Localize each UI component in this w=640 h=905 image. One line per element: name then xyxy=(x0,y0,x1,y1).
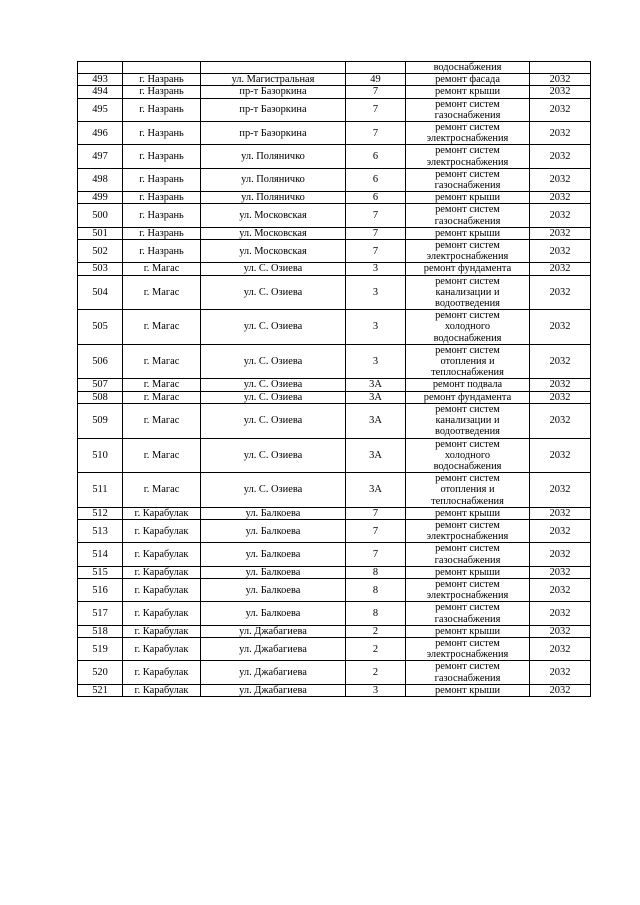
city-cell: г. Назрань xyxy=(123,192,201,204)
city-cell: г. Магас xyxy=(123,391,201,403)
table-row xyxy=(78,240,591,263)
city-cell: г. Карабулак xyxy=(123,578,201,601)
table-row xyxy=(78,86,591,98)
city-cell: г. Назрань xyxy=(123,145,201,168)
year-cell: 2032 xyxy=(530,145,591,168)
street-cell: ул. С. Озиева xyxy=(201,310,346,345)
table-body xyxy=(78,62,591,697)
row-number-cell: 517 xyxy=(78,602,123,625)
table-row xyxy=(78,519,591,542)
house-number-cell: 6 xyxy=(346,192,406,204)
city-cell: г. Назрань xyxy=(123,168,201,191)
table-row xyxy=(78,637,591,660)
city-cell: г. Магас xyxy=(123,310,201,345)
work-type-cell: ремонт систем электроснабжения xyxy=(406,519,530,542)
table-row xyxy=(78,310,591,345)
house-number-cell: 3А xyxy=(346,473,406,508)
street-cell: пр-т Базоркина xyxy=(201,86,346,98)
house-number-cell: 3 xyxy=(346,310,406,345)
repair-schedule-table xyxy=(77,61,591,697)
year-cell: 2032 xyxy=(530,543,591,566)
year-cell: 2032 xyxy=(530,379,591,391)
year-cell: 2032 xyxy=(530,98,591,121)
street-cell: ул. Балкоева xyxy=(201,578,346,601)
city-cell: г. Карабулак xyxy=(123,566,201,578)
work-type-cell: ремонт систем газоснабжения xyxy=(406,98,530,121)
city-cell: г. Карабулак xyxy=(123,602,201,625)
street-cell: ул. Поляничко xyxy=(201,168,346,191)
work-type-cell: ремонт крыши xyxy=(406,625,530,637)
year-cell: 2032 xyxy=(530,122,591,145)
city-cell: г. Карабулак xyxy=(123,519,201,542)
city-cell: г. Назрань xyxy=(123,74,201,86)
year-cell: 2032 xyxy=(530,391,591,403)
table-row xyxy=(78,275,591,310)
street-cell: ул. Московская xyxy=(201,240,346,263)
house-number-cell: 7 xyxy=(346,98,406,121)
street-cell: ул. Магистральная xyxy=(201,74,346,86)
house-number-cell: 3 xyxy=(346,344,406,379)
street-cell: ул. Поляничко xyxy=(201,145,346,168)
city-cell: г. Карабулак xyxy=(123,543,201,566)
city-cell: г. Магас xyxy=(123,473,201,508)
house-number-cell: 3А xyxy=(346,403,406,438)
year-cell: 2032 xyxy=(530,263,591,275)
city-cell xyxy=(123,62,201,74)
work-type-cell: ремонт крыши xyxy=(406,227,530,239)
house-number-cell: 7 xyxy=(346,519,406,542)
work-type-cell: ремонт фасада xyxy=(406,74,530,86)
row-number-cell xyxy=(78,62,123,74)
table-row xyxy=(78,344,591,379)
street-cell: ул. С. Озиева xyxy=(201,275,346,310)
work-type-cell: ремонт систем отопления и теплоснабжения xyxy=(406,344,530,379)
table-row xyxy=(78,391,591,403)
table-row xyxy=(78,74,591,86)
house-number-cell: 6 xyxy=(346,168,406,191)
city-cell: г. Назрань xyxy=(123,204,201,227)
work-type-cell: ремонт систем канализации и водоотведения xyxy=(406,403,530,438)
street-cell: ул. Балкоева xyxy=(201,519,346,542)
table-row xyxy=(78,98,591,121)
house-number-cell: 7 xyxy=(346,122,406,145)
street-cell: ул. Московская xyxy=(201,204,346,227)
work-type-cell: ремонт систем электроснабжения xyxy=(406,122,530,145)
house-number-cell: 8 xyxy=(346,578,406,601)
table-row xyxy=(78,227,591,239)
house-number-cell: 2 xyxy=(346,625,406,637)
year-cell xyxy=(530,62,591,74)
table-row xyxy=(78,263,591,275)
row-number-cell: 512 xyxy=(78,507,123,519)
table-row xyxy=(78,438,591,473)
city-cell: г. Карабулак xyxy=(123,684,201,696)
work-type-cell: ремонт систем холодного водоснабжения xyxy=(406,310,530,345)
house-number-cell: 6 xyxy=(346,145,406,168)
street-cell xyxy=(201,62,346,74)
house-number-cell: 3 xyxy=(346,275,406,310)
house-number-cell: 3А xyxy=(346,379,406,391)
table-row xyxy=(78,543,591,566)
city-cell: г. Магас xyxy=(123,438,201,473)
row-number-cell: 504 xyxy=(78,275,123,310)
table-row xyxy=(78,62,591,74)
work-type-cell: ремонт систем газоснабжения xyxy=(406,168,530,191)
city-cell: г. Магас xyxy=(123,344,201,379)
work-type-cell: ремонт систем электроснабжения xyxy=(406,578,530,601)
row-number-cell: 502 xyxy=(78,240,123,263)
house-number-cell: 3 xyxy=(346,263,406,275)
street-cell: ул. С. Озиева xyxy=(201,263,346,275)
street-cell: ул. Балкоева xyxy=(201,507,346,519)
row-number-cell: 515 xyxy=(78,566,123,578)
year-cell: 2032 xyxy=(530,403,591,438)
year-cell: 2032 xyxy=(530,566,591,578)
street-cell: ул. Джабагиева xyxy=(201,625,346,637)
year-cell: 2032 xyxy=(530,602,591,625)
work-type-cell: ремонт крыши xyxy=(406,566,530,578)
city-cell: г. Назрань xyxy=(123,227,201,239)
street-cell: ул. Поляничко xyxy=(201,192,346,204)
house-number-cell: 8 xyxy=(346,566,406,578)
row-number-cell: 500 xyxy=(78,204,123,227)
year-cell: 2032 xyxy=(530,275,591,310)
house-number-cell: 8 xyxy=(346,602,406,625)
city-cell: г. Карабулак xyxy=(123,507,201,519)
work-type-cell: ремонт крыши xyxy=(406,86,530,98)
house-number-cell: 3А xyxy=(346,391,406,403)
city-cell: г. Магас xyxy=(123,379,201,391)
year-cell: 2032 xyxy=(530,507,591,519)
house-number-cell: 3А xyxy=(346,438,406,473)
house-number-cell: 7 xyxy=(346,543,406,566)
city-cell: г. Магас xyxy=(123,403,201,438)
street-cell: ул. С. Озиева xyxy=(201,391,346,403)
year-cell: 2032 xyxy=(530,310,591,345)
city-cell: г. Карабулак xyxy=(123,625,201,637)
city-cell: г. Магас xyxy=(123,275,201,310)
year-cell: 2032 xyxy=(530,578,591,601)
row-number-cell: 518 xyxy=(78,625,123,637)
row-number-cell: 503 xyxy=(78,263,123,275)
house-number-cell: 49 xyxy=(346,74,406,86)
year-cell: 2032 xyxy=(530,473,591,508)
year-cell: 2032 xyxy=(530,625,591,637)
street-cell: пр-т Базоркина xyxy=(201,122,346,145)
street-cell: ул. Балкоева xyxy=(201,543,346,566)
street-cell: ул. Балкоева xyxy=(201,566,346,578)
house-number-cell: 7 xyxy=(346,227,406,239)
house-number-cell: 2 xyxy=(346,637,406,660)
city-cell: г. Назрань xyxy=(123,86,201,98)
street-cell: ул. С. Озиева xyxy=(201,379,346,391)
work-type-cell: ремонт крыши xyxy=(406,192,530,204)
city-cell: г. Карабулак xyxy=(123,637,201,660)
house-number-cell xyxy=(346,62,406,74)
year-cell: 2032 xyxy=(530,684,591,696)
street-cell: ул. С. Озиева xyxy=(201,473,346,508)
year-cell: 2032 xyxy=(530,192,591,204)
table-row xyxy=(78,566,591,578)
table-row xyxy=(78,602,591,625)
table-row xyxy=(78,684,591,696)
year-cell: 2032 xyxy=(530,438,591,473)
year-cell: 2032 xyxy=(530,519,591,542)
street-cell: ул. Джабагиева xyxy=(201,661,346,684)
house-number-cell: 7 xyxy=(346,240,406,263)
year-cell: 2032 xyxy=(530,227,591,239)
house-number-cell: 7 xyxy=(346,507,406,519)
table-row xyxy=(78,578,591,601)
row-number-cell: 507 xyxy=(78,379,123,391)
work-type-cell: ремонт систем электроснабжения xyxy=(406,637,530,660)
table-row xyxy=(78,403,591,438)
row-number-cell: 495 xyxy=(78,98,123,121)
year-cell: 2032 xyxy=(530,661,591,684)
row-number-cell: 516 xyxy=(78,578,123,601)
work-type-cell: ремонт систем газоснабжения xyxy=(406,661,530,684)
table-row xyxy=(78,168,591,191)
year-cell: 2032 xyxy=(530,74,591,86)
street-cell: ул. С. Озиева xyxy=(201,438,346,473)
work-type-cell: ремонт систем отопления и теплоснабжения xyxy=(406,473,530,508)
house-number-cell: 3 xyxy=(346,684,406,696)
work-type-cell: ремонт систем холодного водоснабжения xyxy=(406,438,530,473)
city-cell: г. Назрань xyxy=(123,122,201,145)
row-number-cell: 509 xyxy=(78,403,123,438)
year-cell: 2032 xyxy=(530,168,591,191)
work-type-cell: ремонт систем канализации и водоотведения xyxy=(406,275,530,310)
work-type-cell: ремонт крыши xyxy=(406,684,530,696)
row-number-cell: 501 xyxy=(78,227,123,239)
year-cell: 2032 xyxy=(530,344,591,379)
table-row xyxy=(78,473,591,508)
row-number-cell: 494 xyxy=(78,86,123,98)
row-number-cell: 508 xyxy=(78,391,123,403)
work-type-cell: ремонт систем газоснабжения xyxy=(406,543,530,566)
year-cell: 2032 xyxy=(530,86,591,98)
street-cell: ул. С. Озиева xyxy=(201,344,346,379)
table-row xyxy=(78,379,591,391)
row-number-cell: 520 xyxy=(78,661,123,684)
year-cell: 2032 xyxy=(530,204,591,227)
table-row xyxy=(78,192,591,204)
table-row xyxy=(78,625,591,637)
work-type-cell: ремонт систем электроснабжения xyxy=(406,145,530,168)
work-type-cell: ремонт систем газоснабжения xyxy=(406,602,530,625)
year-cell: 2032 xyxy=(530,637,591,660)
row-number-cell: 496 xyxy=(78,122,123,145)
house-number-cell: 7 xyxy=(346,86,406,98)
work-type-cell: ремонт систем электроснабжения xyxy=(406,240,530,263)
street-cell: ул. С. Озиева xyxy=(201,403,346,438)
table-row xyxy=(78,145,591,168)
work-type-cell: водоснабжения xyxy=(406,62,530,74)
table-row xyxy=(78,122,591,145)
row-number-cell: 513 xyxy=(78,519,123,542)
table-row xyxy=(78,204,591,227)
city-cell: г. Магас xyxy=(123,263,201,275)
year-cell: 2032 xyxy=(530,240,591,263)
row-number-cell: 519 xyxy=(78,637,123,660)
row-number-cell: 498 xyxy=(78,168,123,191)
house-number-cell: 2 xyxy=(346,661,406,684)
work-type-cell: ремонт крыши xyxy=(406,507,530,519)
work-type-cell: ремонт фундамента xyxy=(406,263,530,275)
work-type-cell: ремонт систем газоснабжения xyxy=(406,204,530,227)
table-row xyxy=(78,661,591,684)
row-number-cell: 493 xyxy=(78,74,123,86)
street-cell: ул. Балкоева xyxy=(201,602,346,625)
row-number-cell: 499 xyxy=(78,192,123,204)
city-cell: г. Назрань xyxy=(123,98,201,121)
city-cell: г. Карабулак xyxy=(123,661,201,684)
row-number-cell: 514 xyxy=(78,543,123,566)
work-type-cell: ремонт фундамента xyxy=(406,391,530,403)
row-number-cell: 506 xyxy=(78,344,123,379)
street-cell: пр-т Базоркина xyxy=(201,98,346,121)
street-cell: ул. Московская xyxy=(201,227,346,239)
row-number-cell: 511 xyxy=(78,473,123,508)
row-number-cell: 505 xyxy=(78,310,123,345)
house-number-cell: 7 xyxy=(346,204,406,227)
table-row xyxy=(78,507,591,519)
row-number-cell: 497 xyxy=(78,145,123,168)
work-type-cell: ремонт подвала xyxy=(406,379,530,391)
row-number-cell: 510 xyxy=(78,438,123,473)
row-number-cell: 521 xyxy=(78,684,123,696)
city-cell: г. Назрань xyxy=(123,240,201,263)
street-cell: ул. Джабагиева xyxy=(201,684,346,696)
street-cell: ул. Джабагиева xyxy=(201,637,346,660)
